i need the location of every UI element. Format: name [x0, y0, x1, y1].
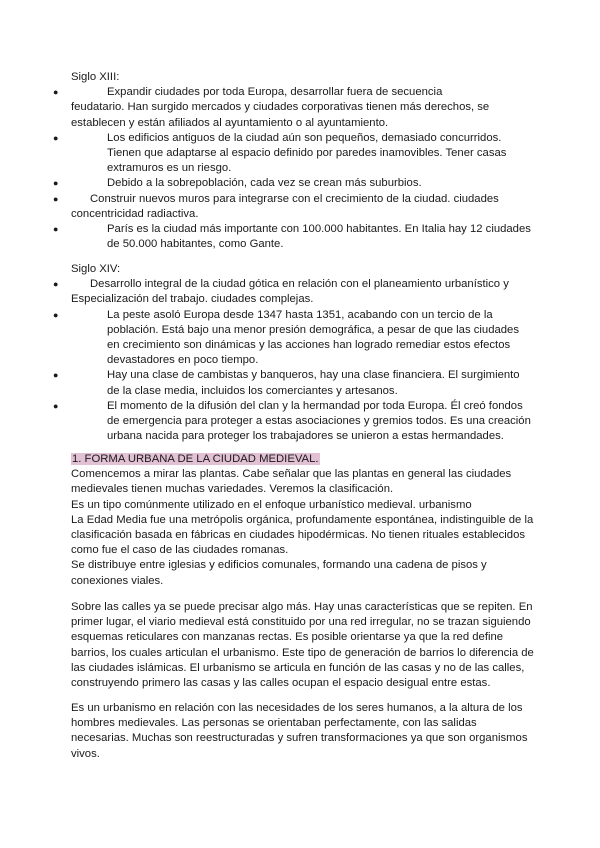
- bullet-item: ● Los edificios antiguos de la ciudad aún son pequeños, demasiado concurridos.: [71, 131, 531, 146]
- section-forma-urbana: [71, 452, 534, 589]
- section-title: Siglo XIV:: [71, 263, 121, 275]
- paragraph-line: las ciudades islámicas. El urbanismo se articula en función de las casas y no de las calles,: [71, 661, 525, 674]
- bullet-item: ● Hay una clase de cambistas y banqueros, hay una clase financiera. El surgimiento: [71, 368, 531, 383]
- paragraph-line: Se distribuye entre iglesias y edificios comunales, formando una cadena de pisos y: [71, 559, 487, 572]
- paragraph-line: Especialización del trabajo. ciudades complejas.: [71, 293, 314, 306]
- bullet-item: ● Expandir ciudades por toda Europa, desarrollar fuera de secuencia: [71, 85, 531, 100]
- bullet-continuation: extramuros es un riesgo.: [107, 162, 232, 175]
- paragraph-line: La Edad Media fue una metrópolis orgánica, profundamente espontánea, indistinguible de la: [71, 513, 534, 526]
- section-title: Siglo XIII:: [71, 71, 120, 83]
- bullet-continuation: población. Está bajo una menor presión demográfica, a pesar de que las ciudades: [107, 323, 519, 336]
- bullet-continuation: de 50.000 habitantes, como Gante.: [107, 238, 284, 251]
- section-heading: [71, 452, 531, 467]
- paragraph-line: construyendo primero las casas y las calles ocupan el espacio desigual entre estas.: [71, 676, 491, 689]
- bullet-continuation: Tienen que adaptarse al espacio definido por paredes inamovibles. Tener casas: [107, 146, 507, 159]
- paragraph-line: esquemas reticulares con manzanas rectas. Es posible orientarse ya que la red define: [71, 631, 504, 644]
- paragraph-line: hombres medievales. Las personas se orientaban perfectamente, con las salidas: [71, 717, 477, 730]
- bullet-item: ● París es la ciudad más importante con 100.000 habitantes. En Italia hay 12 ciudades: [71, 222, 531, 237]
- paragraph-line: Comencemos a mirar las plantas. Cabe señalar que las plantas en general las ciudades: [71, 468, 512, 481]
- bullet-item: ● La peste asoló Europa desde 1347 hasta 1351, acabando con un tercio de la: [71, 308, 531, 323]
- paragraph-line: como fue el caso de las ciudades romanas.: [71, 544, 289, 557]
- paragraph-line: primer lugar, el viario medieval está constituido por una red irregular, no se trazan siguiendo: [71, 616, 531, 629]
- bullet-item: ● Debido a la sobrepoblación, cada vez se crean más suburbios.: [71, 176, 531, 191]
- paragraph-line: Sobre las calles ya se puede precisar algo más. Hay unas características que se repiten. En: [71, 601, 533, 613]
- bullet-item: ● Construir nuevos muros para integrarse con el crecimiento de la ciudad. ciudades: [71, 192, 531, 207]
- paragraph-line: medievales tienen muchas variedades. Veremos la clasificación.: [71, 483, 394, 496]
- paragraph-line: necesarias. Muchas son reestructuradas y sufren transformaciones ya que son organismos: [71, 732, 528, 745]
- paragraph-line: feudatario. Han surgido mercados y ciudades corporativas tienen más derechos, se: [71, 101, 490, 114]
- paragraph-urbanismo: [71, 701, 531, 762]
- bullet-continuation: de emergencia para proteger a estas asociaciones y gremios todos. Es una creación: [107, 414, 531, 427]
- bullet-continuation: urbana nacida para proteger los trabajadores se unieron a estas hermandades.: [107, 430, 504, 443]
- section-siglo-xiv: [71, 262, 531, 444]
- paragraph-line: establecen y están afiliados al ayuntamiento o al ayuntamiento.: [71, 116, 389, 129]
- paragraph-line: clasificación basada en fábricas en ciudades hipodérmicas. No tienen rituales establecidos: [71, 528, 526, 541]
- highlighted-heading: 1. FORMA URBANA DE LA CIUDAD MEDIEVAL.: [72, 453, 319, 465]
- section-siglo-xiii: [71, 70, 531, 252]
- paragraph-line: Es un tipo comúnmente utilizado en el enfoque urbanístico medieval. urbanismo: [71, 498, 472, 511]
- bullet-continuation: de la clase media, incluidos los comerciantes y artesanos.: [107, 384, 398, 397]
- paragraph-line: Es un urbanismo en relación con las necesidades de los seres humanos, a la altura de los: [71, 702, 523, 714]
- paragraph-line: conexiones viales.: [71, 574, 164, 587]
- bullet-continuation: devastadores en poco tiempo.: [107, 354, 259, 367]
- bullet-item: ● Desarrollo integral de la ciudad gótica en relación con el planeamiento urbanístico y: [71, 277, 531, 292]
- bullet-item: ● El momento de la difusión del clan y la hermandad por toda Europa. Él creó fondos: [71, 399, 531, 414]
- paragraph-line: barrios, los cuales articulan el urbanismo. Este tipo de generación de barrios lo diferencia de: [71, 646, 534, 659]
- paragraph-calles: [71, 600, 534, 691]
- paragraph-line: concentricidad radiactiva.: [71, 207, 199, 220]
- paragraph-line: vivos.: [71, 747, 100, 760]
- bullet-continuation: en crecimiento son dinámicas y las acciones han logrado remediar estos efectos: [107, 338, 511, 351]
